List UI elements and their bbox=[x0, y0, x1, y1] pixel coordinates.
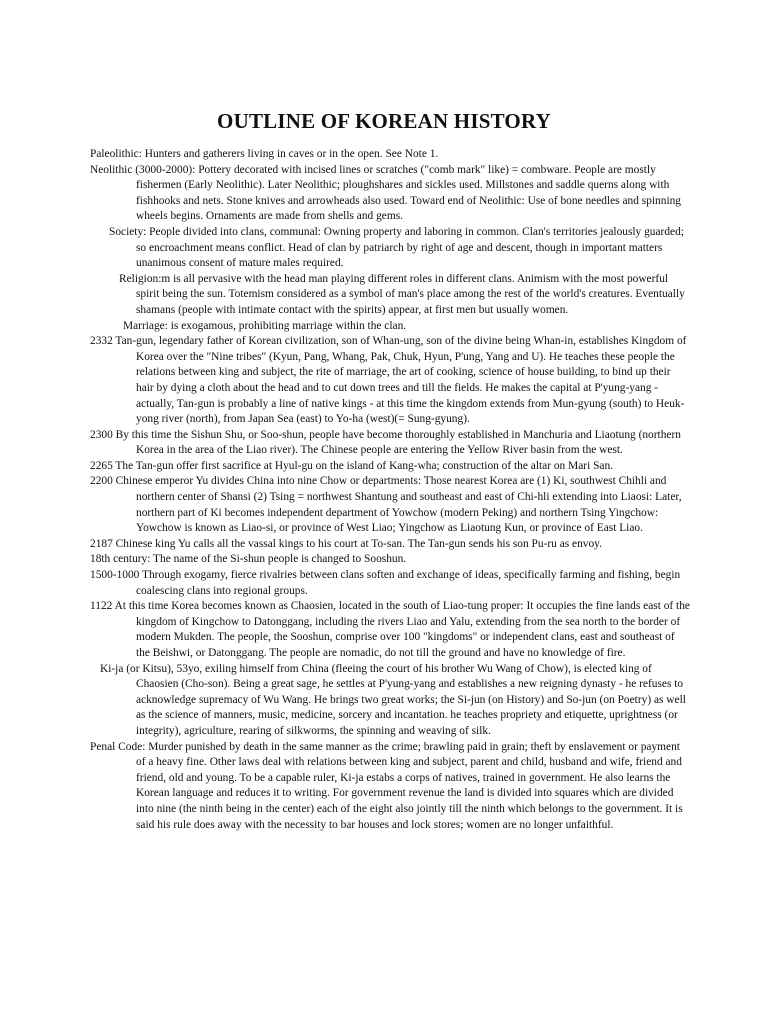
entry-marriage: Marriage: is exogamous, prohibiting marriage within the clan. bbox=[123, 319, 407, 332]
entry-2200: 2200 Chinese emperor Yu divides China into nine Chow or departments: Those nearest Korea are (1) Ki, southwest Chihli and northern center of Shansi (2) Tsing = northwest Shantung and southeast and east of Chi-hli extending into Liaosi: Later, northern part of Ki becomes independent department of Yowchow (modern Peking) and northern Tsing Yingchow: Yowchow is known as Liao-si, or province of West Liao; Yingchow as Liaotung Kun, or province of East Liao. bbox=[90, 475, 682, 535]
entry-neolithic: Neolithic (3000-2000): Pottery decorated with incised lines or scratches ("comb mark" like) = combware. People are mostly fishermen (Early Neolithic). Later Neolithic; ploughshares and sickles used. Millstones and saddle querns along with fishhooks and nets. Stone knives and arrowheads also used. Toward end of Neolithic: Use of bone needles and spinning wheels begins. Ornaments are made from shells and gems. bbox=[90, 163, 681, 223]
entry-religion: Religion:m is all pervasive with the head man playing different roles in different clans. Animism with the most powerful spirit being the sun. Totemism considered as a symbol of man's place among the rest of the world's creatures. Eventually shamans (people with intimate contact with the spirits) appear, at first men but usually women. bbox=[119, 272, 685, 316]
entry-2332: 2332 Tan-gun, legendary father of Korean civilization, son of Whan-ung, son of the divine being Whan-in, establishes Kingdom of Korea over the "Nine tribes" (Kyun, Pang, Whang, Pak, Chuk, Hyun, P'ung, Yang and U). He teaches these people the relations between king and subject, the rite of marriage, the art of cooking, science of house building, to bind up their hair by dying a cloth about the head and to cut down trees and till the fields. He makes the capital at P'yung-yang - actually, Tan-gun is probably a line of native kings - at this time the kingdom extends from Mun-gyung (south) to Heuk-yong river (north), from Japan Sea (east) to Yo-ha (west)(= Sung-gyung). bbox=[90, 335, 687, 426]
entry-ki-ja: Ki-ja (or Kitsu), 53yo, exiling himself from China (fleeing the court of his brother Wu Wang of Chow), is elected king of Chaosien (Cho-son). Being a great sage, he settles at P'yung-yang and establishes a new reigning dynasty - he refuses to acknowledge supremacy of Wu Wang. He brings two great works; the Si-jun (on History) and So-jun (on Poetry) as well as the science of manners, music, medicine, sorcery and incantation. he teaches propriety and etiquette, uprightness (or integrity), agriculture, rearing of silkworms, the spinning and weaving of silk. bbox=[100, 662, 686, 737]
entry-1500-1000: 1500-1000 Through exogamy, fierce rivalries between clans soften and exchange of ideas, specifically farming and fishing, begin coalescing clans into regional groups. bbox=[90, 569, 681, 597]
entry-2300: 2300 By this time the Sishun Shu, or Soo-shun, people have become thoroughly established in Manchuria and Liaotung (northern Korea in the area of the Liao river). The Chinese people are entering the Yellow River basin from the west. bbox=[90, 428, 681, 457]
entry-18th-century: 18th century: The name of the Si-shun people is changed to Sooshun. bbox=[90, 553, 407, 566]
entry-1122: 1122 At this time Korea becomes known as Chaosien, located in the south of Liao-tung proper: It occupies the fine lands east of the kingdom of Kingchow to Datonggang, including the rivers Liao and Yalu, extending from the sea north to the border of modern Mukden. The people, the Sooshun, comprise over 100 "kingdoms" or independent clans, east and southeast of the Beishwi, or Datonggang. The people are nomadic, do not till the ground and have no knowledge of fire. bbox=[90, 600, 690, 659]
entry-2187: 2187 Chinese king Yu calls all the vassal kings to his court at To-san. The Tan-gun sends his son Pu-ru as envoy. bbox=[90, 537, 602, 550]
document-body bbox=[90, 147, 690, 833]
page-title: OUTLINE OF KOREAN HISTORY bbox=[217, 109, 551, 133]
entry-society: Society: People divided into clans, communal: Owning property and laboring in common. Clan's territories jealously guarded; so encroachment means conflict. Head of clan by patriarch by right of age and descent, though in important matters unanimous consent of mature males required. bbox=[109, 225, 684, 270]
entry-penal-code: Penal Code: Murder punished by death in the same manner as the crime; brawling paid in grain; theft by enslavement or payment of a heavy fine. Other laws deal with relations between king and subject, parent and child, husband and wife, friend and friend, old and young. To be a capable ruler, Ki-ja estabs a corps of natives, trained in government. He also learns the Korean language and reduces it to writing. For government revenue the land is divided into squares which are divided into nine (the ninth being in the center) each of the eight also jointly till the ninth which belongs to the government. It is said his rule does away with the necessity to bar houses and lock stores; women are no longer unfaithful. bbox=[90, 740, 683, 831]
entry-2265: 2265 The Tan-gun offer first sacrifice at Hyul-gu on the island of Kang-wha; construction of the altar on Mari San. bbox=[90, 459, 614, 472]
entry-paleolithic: Paleolithic: Hunters and gatherers living in caves or in the open. See Note 1. bbox=[90, 148, 439, 160]
